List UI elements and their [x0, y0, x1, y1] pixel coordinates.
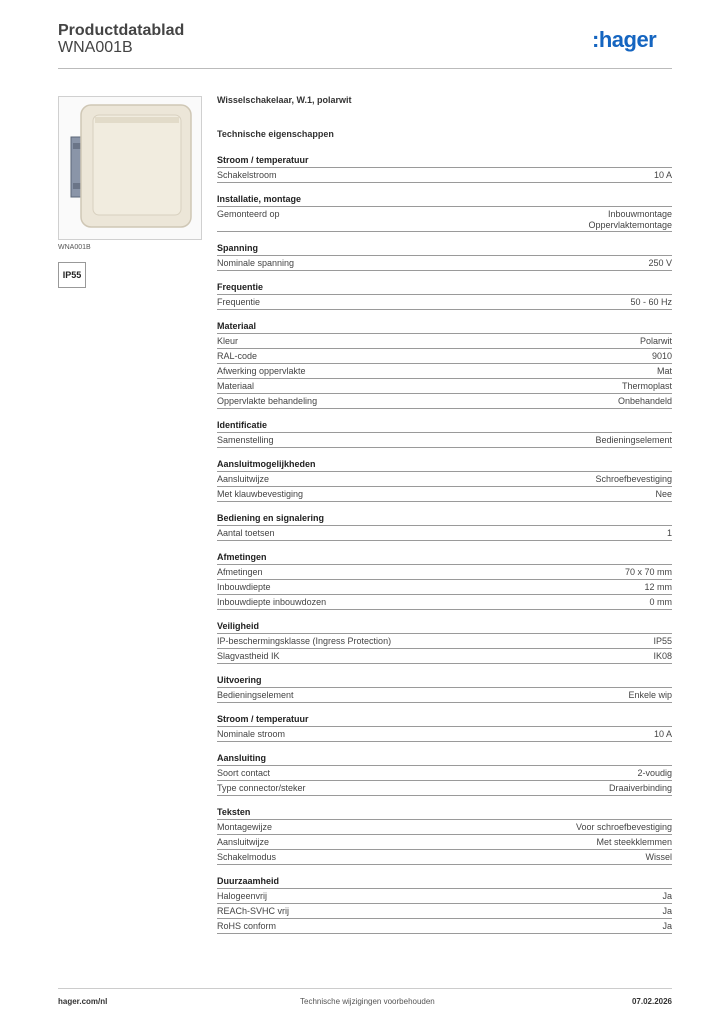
- spec-value: 50 - 60 Hz: [630, 297, 672, 307]
- footer-date: 07.02.2026: [631, 997, 672, 1006]
- section-title: Installatie, montage: [217, 194, 302, 204]
- spec-row: [217, 348, 672, 363]
- spec-row: [217, 486, 672, 502]
- spec-section: [217, 320, 672, 419]
- spec-section: [217, 551, 672, 620]
- spec-label: Bedieningselement: [217, 690, 294, 700]
- spec-section: [217, 512, 672, 551]
- spec-label: Aansluitwijze: [217, 837, 270, 847]
- spec-row: [217, 525, 672, 541]
- spec-section: [217, 620, 672, 674]
- section-title: Frequentie: [217, 282, 264, 292]
- spec-label: Aansluitwijze: [217, 474, 270, 484]
- section-title: Duurzaamheid: [217, 876, 280, 886]
- spec-label: Afmetingen: [217, 567, 263, 577]
- section-title: Spanning: [217, 243, 258, 253]
- spec-section: [217, 458, 672, 512]
- spec-value: Ja: [662, 891, 672, 901]
- spec-row: [217, 294, 672, 310]
- section-title: Bediening en signalering: [217, 513, 325, 523]
- spec-row: [217, 167, 672, 183]
- spec-row: [217, 594, 672, 610]
- spec-value: Thermoplast: [621, 381, 672, 391]
- article-number: WNA001B: [58, 39, 133, 56]
- spec-label: REACh-SVHC vrij: [217, 906, 290, 916]
- spec-value: 12 mm: [644, 582, 672, 592]
- spec-row: [217, 333, 672, 348]
- product-name: Wisselschakelaar, W.1, polarwit: [217, 95, 352, 105]
- spec-label: Afwerking oppervlakte: [217, 366, 306, 376]
- spec-value: Schroefbevestiging: [595, 474, 672, 484]
- spec-value: Draaiverbinding: [608, 783, 672, 793]
- spec-section: [217, 281, 672, 320]
- technical-properties-heading: Technische eigenschappen: [217, 129, 334, 139]
- spec-value: 10 A: [653, 170, 672, 180]
- spec-section: [217, 193, 672, 242]
- spec-row: [217, 765, 672, 780]
- spec-label: IP-beschermingsklasse (Ingress Protection): [217, 636, 392, 646]
- footer-divider: [58, 988, 672, 989]
- hager-logo: :hager: [592, 27, 657, 52]
- spec-value: 10 A: [653, 729, 672, 739]
- section-title: Materiaal: [217, 321, 257, 331]
- spec-value: Nee: [655, 489, 672, 499]
- page-title: Productdatablad: [58, 22, 185, 39]
- spec-label: Oppervlakte behandeling: [217, 396, 318, 406]
- spec-label: Materiaal: [217, 381, 255, 391]
- spec-value: Mat: [656, 366, 672, 376]
- spec-section: [217, 752, 672, 806]
- spec-row: [217, 471, 672, 486]
- spec-label: Met klauwbevestiging: [217, 489, 304, 499]
- footer-website: hager.com/nl: [58, 997, 108, 1006]
- switch-illustration-icon: [59, 97, 201, 239]
- spec-row: [217, 579, 672, 594]
- spec-label: Nominale spanning: [217, 258, 295, 268]
- spec-label: RoHS conform: [217, 921, 277, 931]
- spec-section: [217, 806, 672, 875]
- spec-row: [217, 393, 672, 409]
- spec-row: [217, 918, 672, 934]
- spec-row: [217, 819, 672, 834]
- spec-label: Montagewijze: [217, 822, 273, 832]
- spec-label: Gemonteerd op: [217, 209, 280, 219]
- spec-label: Kleur: [217, 336, 239, 346]
- spec-row: [217, 888, 672, 903]
- section-title: Teksten: [217, 807, 251, 817]
- spec-row: [217, 834, 672, 849]
- spec-label: Samenstelling: [217, 435, 274, 445]
- section-title: Identificatie: [217, 420, 268, 430]
- spec-label: Halogeenvrij: [217, 891, 268, 901]
- spec-row: [217, 726, 672, 742]
- spec-row: [217, 255, 672, 271]
- spec-section: [217, 713, 672, 752]
- section-title: Stroom / temperatuur: [217, 714, 309, 724]
- spec-value: 1: [666, 528, 672, 538]
- spec-value: Bedieningselement: [595, 435, 672, 445]
- spec-row: [217, 687, 672, 703]
- section-title: Afmetingen: [217, 552, 267, 562]
- section-title: Aansluitmogelijkheden: [217, 459, 316, 469]
- spec-row: [217, 648, 672, 664]
- spec-section: [217, 875, 672, 944]
- spec-row: [217, 206, 672, 232]
- spec-sections: [217, 154, 672, 944]
- specifications: [217, 93, 672, 944]
- spec-value: Ja: [662, 921, 672, 931]
- spec-value: IP55: [653, 636, 672, 646]
- spec-row: [217, 903, 672, 918]
- section-title: Aansluiting: [217, 753, 266, 763]
- spec-value: Onbehandeld: [617, 396, 672, 406]
- spec-row: [217, 780, 672, 796]
- spec-row: [217, 633, 672, 648]
- spec-row: [217, 378, 672, 393]
- spec-value: Met steekklemmen: [596, 837, 672, 847]
- spec-label: Type connector/steker: [217, 783, 306, 793]
- spec-section: [217, 242, 672, 281]
- product-image: [58, 96, 202, 240]
- footer-disclaimer: Technische wijzigingen voorbehouden: [300, 997, 435, 1006]
- image-caption: WNA001B: [58, 244, 91, 251]
- spec-value: 2-voudig: [637, 768, 672, 778]
- ip-rating-badge: IP55: [58, 262, 86, 288]
- section-title: Uitvoering: [217, 675, 262, 685]
- spec-label: Inbouwdiepte: [217, 582, 271, 592]
- spec-label: RAL-code: [217, 351, 258, 361]
- spec-label: Schakelstroom: [217, 170, 277, 180]
- spec-value: Inbouwmontage Oppervlaktemontage: [588, 209, 672, 230]
- spec-label: Nominale stroom: [217, 729, 286, 739]
- spec-label: Inbouwdiepte inbouwdozen: [217, 597, 327, 607]
- spec-label: Schakelmodus: [217, 852, 277, 862]
- spec-value: 9010: [651, 351, 672, 361]
- spec-value: IK08: [653, 651, 672, 661]
- spec-value: Enkele wip: [628, 690, 672, 700]
- spec-row: [217, 564, 672, 579]
- spec-label: Aantal toetsen: [217, 528, 275, 538]
- spec-section: [217, 154, 672, 193]
- spec-row: [217, 432, 672, 448]
- spec-label: Frequentie: [217, 297, 261, 307]
- spec-section: [217, 674, 672, 713]
- section-title: Veiligheid: [217, 621, 260, 631]
- spec-value: 70 x 70 mm: [624, 567, 672, 577]
- spec-value: Wissel: [645, 852, 672, 862]
- spec-value: Polarwit: [639, 336, 672, 346]
- section-title: Stroom / temperatuur: [217, 155, 309, 165]
- spec-value: 0 mm: [649, 597, 672, 607]
- spec-section: [217, 419, 672, 458]
- spec-label: Slagvastheid IK: [217, 651, 280, 661]
- spec-row: [217, 849, 672, 865]
- spec-label: Soort contact: [217, 768, 271, 778]
- spec-value: Ja: [662, 906, 672, 916]
- spec-value: 250 V: [648, 258, 672, 268]
- spec-row: [217, 363, 672, 378]
- spec-value: Voor schroefbevestiging: [575, 822, 672, 832]
- header-divider: [58, 68, 672, 69]
